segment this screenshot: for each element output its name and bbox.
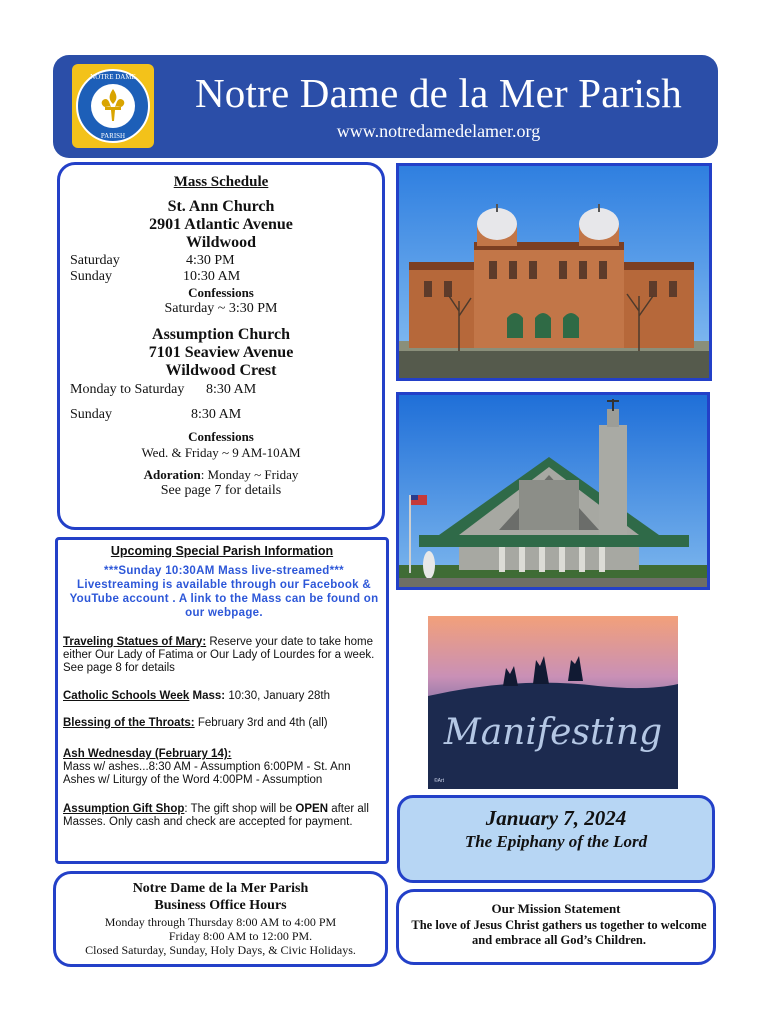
- manifesting-script-text: Manifesting: [443, 712, 663, 753]
- assumption-city: Wildwood Crest: [165, 362, 277, 379]
- office-hours-line-1: Monday through Thursday 8:00 AM to 4:00 PM: [104, 915, 337, 929]
- traveling-statues-label: Traveling Statues of Mary:: [63, 636, 207, 648]
- st-ann-time-2: 10:30 AM: [183, 269, 241, 284]
- assumption-address: 7101 Seaview Avenue: [148, 344, 294, 361]
- liturgical-date-box: [397, 795, 715, 883]
- st-ann-city: Wildwood: [186, 234, 256, 251]
- special-info-box: [55, 537, 389, 864]
- adoration-details: See page 7 for details: [160, 483, 282, 498]
- assumption-confessions-time: Wed. & Friday ~ 9 AM-10AM: [141, 445, 301, 460]
- parish-header: [53, 55, 718, 158]
- traveling-statues-item: [63, 636, 383, 675]
- adoration-line: [60, 467, 382, 483]
- office-hours-line-3: Closed Saturday, Sunday, Holy Days, & Civic Holidays.: [85, 943, 356, 957]
- blessing-throats-text: February 3rd and 4th (all): [194, 717, 328, 729]
- st-ann-church-photo: [396, 163, 712, 381]
- art-caption: ©Art: [434, 778, 445, 784]
- traveling-statues-text: Reserve your date to take home either Our Lady of Fatima or Our Lady of Lourdes for a week. See page 8 for details: [63, 636, 375, 674]
- gift-shop-text-after: after all Masses. Only cash and check are accepted for payment.: [63, 803, 369, 828]
- mission-body: The love of Jesus Christ gathers us together to welcome and embrace all God’s Children.: [411, 918, 707, 947]
- seal-parish-text: PARISH: [100, 132, 126, 140]
- office-hours-title: Business Office Hours: [154, 898, 287, 913]
- gift-shop-text-before: : The gift shop will be: [184, 803, 296, 815]
- st-ann-church-name: St. Ann Church: [167, 198, 275, 215]
- special-info-title: Upcoming Special Parish Information: [110, 544, 334, 558]
- assumption-time-1: 8:30 AM: [206, 382, 257, 397]
- seal-emblem: [76, 69, 150, 143]
- blessing-throats-label: Blessing of the Throats:: [63, 717, 195, 729]
- adoration-label: Adoration: [143, 467, 201, 482]
- parish-seal-logo: [72, 64, 154, 148]
- manifesting-artwork: [428, 616, 678, 789]
- svg-text:NOTRE DAME: NOTRE DAME: [90, 73, 136, 81]
- st-ann-address: 2901 Atlantic Avenue: [149, 216, 293, 233]
- assumption-church-name: Assumption Church: [152, 326, 290, 343]
- gift-shop-item: [63, 803, 383, 829]
- assumption-church-photo: [396, 392, 710, 590]
- assumption-confessions-label: Confessions: [188, 429, 254, 444]
- blessing-throats-item: [63, 717, 383, 730]
- office-hours-line-2: Friday 8:00 AM to 12:00 PM.: [168, 929, 313, 943]
- gift-shop-open: OPEN: [295, 803, 328, 815]
- st-ann-time-1: 4:30 PM: [186, 253, 235, 268]
- parish-title: Notre Dame de la Mer Parish: [195, 70, 682, 116]
- st-ann-day-2: Sunday: [70, 269, 112, 284]
- ash-wednesday-label: Ash Wednesday (February 14):: [63, 748, 232, 760]
- livestream-notice: ***Sunday 10:30AM Mass live-streamed*** Livestreaming is available through our Facebook & YouTube account . A link to the Mass can be found on our webpage.: [69, 565, 379, 619]
- catholic-schools-mass-label: Mass:: [189, 690, 226, 702]
- st-ann-day-1: Saturday: [70, 253, 120, 268]
- ash-wednesday-item: [63, 748, 383, 787]
- catholic-schools-week-label: Catholic Schools Week: [63, 690, 190, 702]
- adoration-time: : Monday ~ Friday: [200, 467, 299, 482]
- st-ann-confessions-time: Saturday ~ 3:30 PM: [164, 301, 278, 316]
- mass-schedule-box: [57, 162, 385, 530]
- office-parish-name: Notre Dame de la Mer Parish: [132, 881, 309, 896]
- mission-statement-box: [396, 889, 716, 965]
- mission-title: Our Mission Statement: [491, 901, 621, 916]
- feast-name: The Epiphany of the Lord: [464, 832, 648, 851]
- catholic-schools-week-item: [63, 690, 383, 703]
- assumption-time-2: 8:30 AM: [191, 407, 242, 422]
- assumption-day-2: Sunday: [70, 407, 112, 422]
- gift-shop-label: Assumption Gift Shop: [63, 803, 185, 815]
- catholic-schools-week-text: 10:30, January 28th: [225, 690, 330, 702]
- parish-website-link[interactable]: www.notredamedelamer.org: [336, 121, 541, 141]
- ash-wednesday-text: Mass w/ ashes...8:30 AM - Assumption 6:00PM - St. Ann Ashes w/ Liturgy of the Word 4:00PM - Assumption: [63, 761, 351, 786]
- mass-schedule-heading: Mass Schedule: [173, 174, 269, 190]
- bulletin-date: January 7, 2024: [485, 806, 627, 830]
- office-hours-box: [53, 871, 388, 967]
- st-ann-confessions-label: Confessions: [188, 285, 254, 300]
- assumption-day-1: Monday to Saturday: [70, 382, 185, 397]
